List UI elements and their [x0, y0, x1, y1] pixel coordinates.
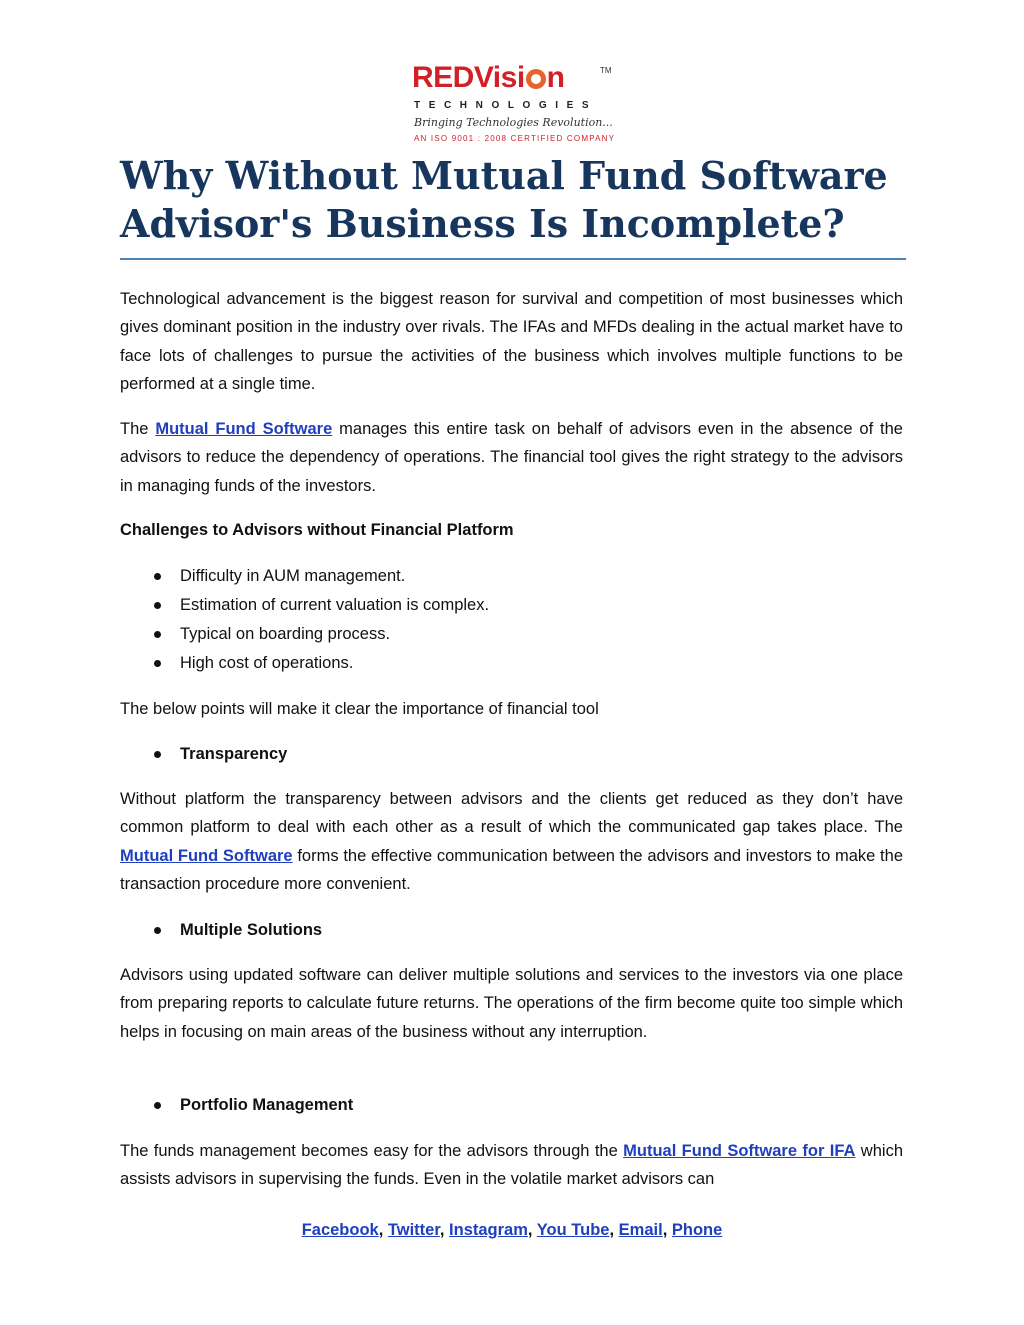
list-item-text: Typical on boarding process.: [180, 625, 391, 643]
points-intro: The below points will make it clear the importance of financial tool: [120, 700, 599, 718]
section-heading-solutions: [120, 916, 322, 945]
logo-vision-end: n: [546, 61, 565, 94]
software-paragraph: [120, 415, 903, 500]
youtube-link[interactable]: You Tube: [536, 1221, 610, 1239]
phone-link[interactable]: Phone: [671, 1221, 723, 1239]
logo-technologies: TECHNOLOGIES: [414, 100, 598, 111]
list-item: [120, 620, 489, 649]
solutions-paragraph: Advisors using updated software can deliver multiple solutions and services to the investors via one place from preparing reports to calculate future returns. The operations of the firm become quite too simple which helps in focusing on main areas of the business without any interruption.: [120, 966, 903, 1041]
email-link[interactable]: Email: [618, 1221, 663, 1239]
footer-separator: ,: [527, 1221, 537, 1239]
transparency-paragraph: [120, 785, 903, 899]
company-logo: [412, 61, 616, 146]
instagram-link[interactable]: Instagram: [449, 1221, 528, 1239]
list-item-text: Difficulty in AUM management.: [180, 567, 406, 585]
facebook-link[interactable]: Facebook: [301, 1221, 379, 1239]
list-item: [120, 591, 489, 620]
bullet-icon: [154, 573, 161, 580]
section-heading-text: Portfolio Management: [180, 1096, 354, 1114]
logo-vision-text: Visi: [473, 61, 525, 94]
section-heading-text: Multiple Solutions: [180, 921, 323, 939]
bullet-icon: [154, 602, 161, 609]
footer-separator: ,: [662, 1221, 672, 1239]
portfolio-paragraph: [120, 1137, 903, 1194]
solutions-heading-list: [120, 916, 322, 945]
footer-separator: ,: [378, 1221, 388, 1239]
footer-social-links: [0, 1218, 1024, 1242]
software-paragraph-post: manages this entire task on behalf of advisors even in the absence of the advisors to reduce the dependency of operations. The financial tool gives the right strategy to the advisors in managing funds of the investors.: [120, 420, 903, 495]
transparency-heading-list: [120, 740, 287, 769]
software-paragraph-pre: The: [120, 420, 156, 438]
bullet-icon: [154, 751, 161, 758]
footer-separator: ,: [439, 1221, 450, 1239]
section-heading-portfolio: [120, 1091, 353, 1120]
title-divider: [120, 258, 906, 260]
logo-o-icon: [526, 69, 546, 89]
challenges-heading: Challenges to Advisors without Financial Platform: [120, 521, 514, 539]
logo-red-text: RED: [412, 61, 474, 94]
mutual-fund-software-link-2[interactable]: Mutual Fund Software: [120, 846, 293, 865]
logo-trademark: TM: [600, 66, 612, 75]
twitter-link[interactable]: Twitter: [387, 1221, 440, 1239]
logo-tagline: Bringing Technologies Revolution...: [414, 116, 613, 129]
section-heading-transparency: [120, 740, 287, 769]
intro-paragraph: Technological advancement is the biggest reason for survival and competition of most businesses which gives dominant position in the industry over rivals. The IFAs and MFDs dealing in the actual market have to face lots of challenges to pursue the activities of the business which involves multiple functions to be performed at a single time.: [120, 290, 903, 394]
list-item-text: High cost of operations.: [180, 654, 354, 672]
footer-separator: ,: [609, 1221, 619, 1239]
mutual-fund-software-ifa-link[interactable]: Mutual Fund Software for IFA: [623, 1142, 856, 1160]
portfolio-post: which assists advisors in supervising the funds. Even in the volatile market advisors can: [120, 1142, 903, 1189]
mutual-fund-software-link[interactable]: Mutual Fund Software: [155, 420, 333, 438]
bullet-icon: [154, 927, 161, 934]
portfolio-heading-list: [120, 1091, 353, 1120]
list-item: [120, 649, 489, 678]
portfolio-pre: The funds management becomes easy for the advisors through the: [120, 1142, 624, 1160]
bullet-icon: [154, 660, 161, 667]
page-title: Why Without Mutual Fund Software Advisor's Business Is Incomplete?: [120, 153, 888, 246]
list-item-text: Estimation of current valuation is complex.: [180, 596, 490, 614]
challenges-list: [120, 562, 489, 678]
bullet-icon: [154, 1102, 161, 1109]
list-item: [120, 562, 489, 591]
bullet-icon: [154, 631, 161, 638]
logo-iso-badge: AN ISO 9001 : 2008 CERTIFIED COMPANY: [414, 134, 616, 143]
logo-wordmark: [412, 62, 565, 94]
transparency-pre: Without platform the transparency between advisors and the clients get reduced as they don’t have common platform to deal with each other as a result of which the communicated gap takes place. The: [120, 790, 903, 837]
section-heading-text: Transparency: [180, 745, 288, 763]
transparency-post: forms the effective communication between the advisors and investors to make the transaction procedure more convenient.: [120, 846, 903, 894]
